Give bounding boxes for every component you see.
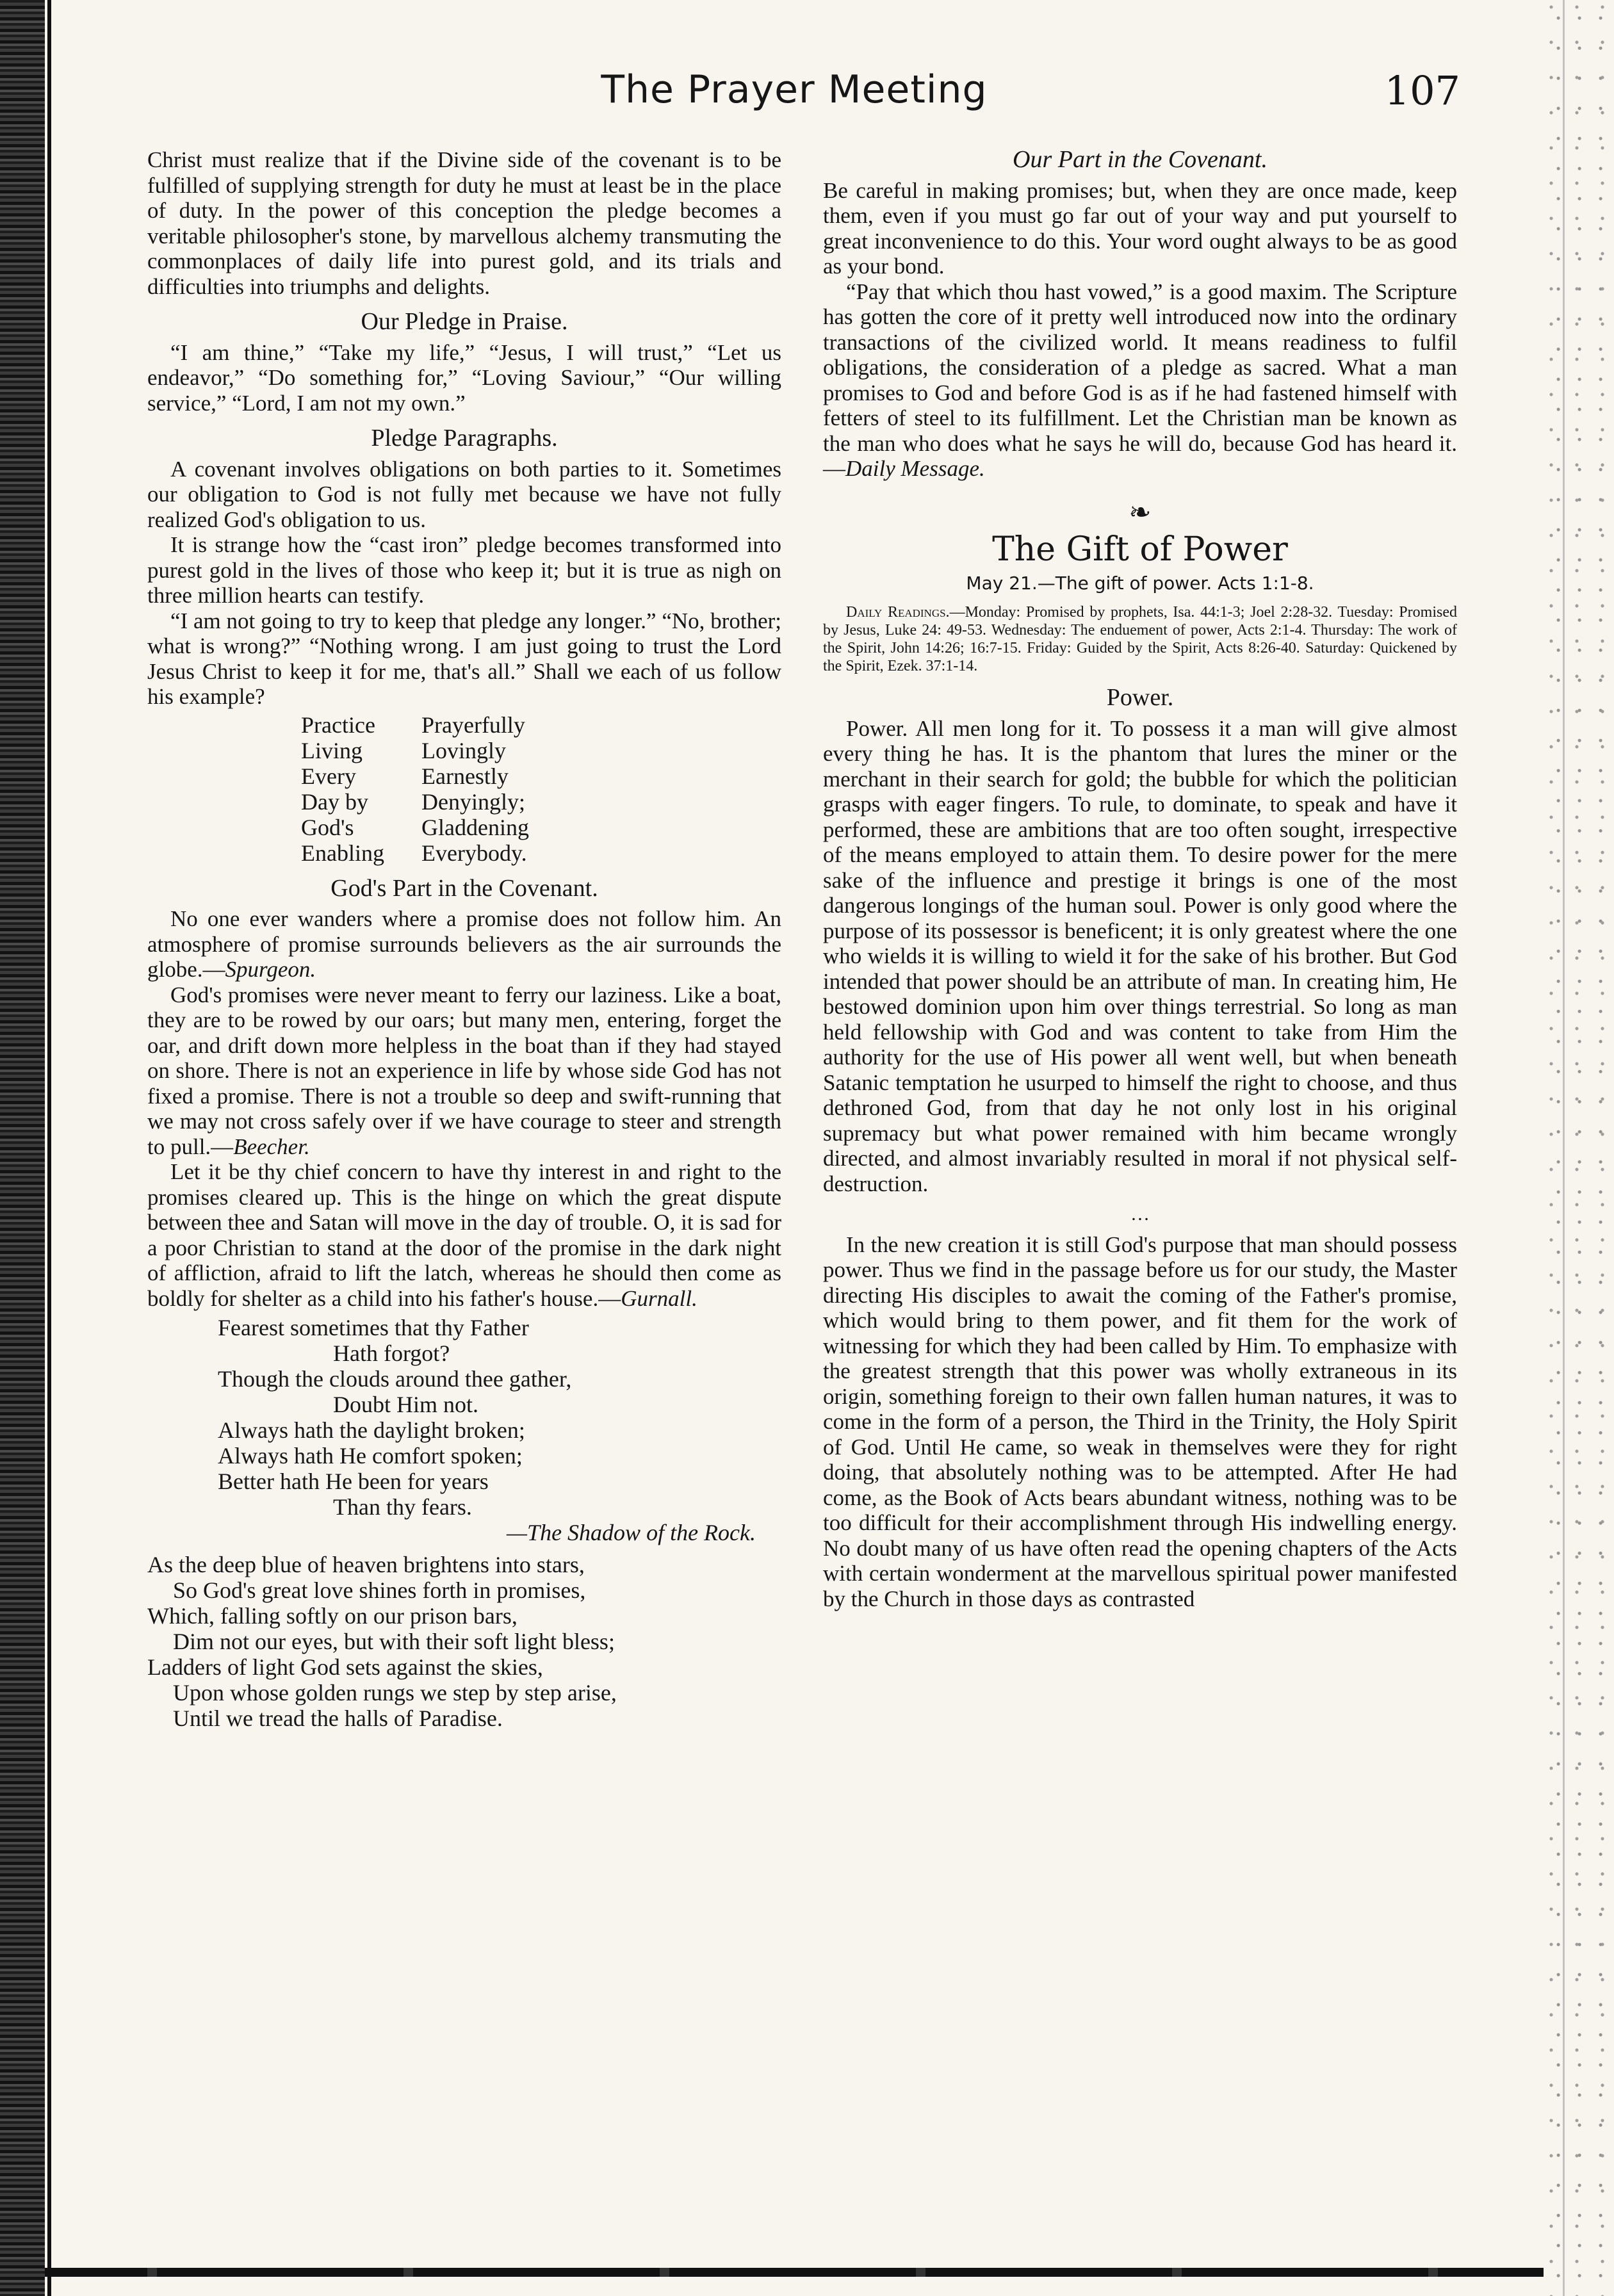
praise-hymns-paragraph: “I am thine,” “Take my life,” “Jesus, I will trust,” “Let us endeavor,” “Do something for,” “Loving Saviour,” “Our willing service,” “Lord, I am not my own.” — [147, 339, 781, 416]
poem-line: Always hath He comfort spoken; — [218, 1443, 523, 1469]
page-number: 107 — [1384, 67, 1460, 114]
quote-attribution: Spurgeon. — [225, 957, 316, 982]
pledge-paragraph-2: It is strange how the “cast iron” pledge becomes transformed into purest gold in the lives of those who keep it; but it is true as nigh on three million hearts can testify. — [147, 532, 781, 608]
poem-line: Upon whose golden rungs we step by step arise, — [173, 1680, 617, 1706]
quote-text: God's promises were never meant to ferry our laziness. Like a boat, they are to be rowed by our oars; but many men, entering, forget the oar, and drift down more helpless in the boat than if they had stayed on shore. There is not an experience in life by whose side God has not fixed a promise. There is not a trouble so deep and swift-running that we may not cross safely over if we have courage to steer and strength to pull.— — [147, 982, 781, 1159]
fleuron-ornament-icon: ❧ — [1129, 498, 1152, 528]
running-header — [128, 67, 1460, 125]
acrostic-row — [301, 789, 566, 815]
acrostic-right: Earnestly — [421, 763, 509, 789]
acrostic-right: Everybody. — [421, 840, 527, 866]
poem-deep-blue — [147, 1552, 781, 1731]
acrostic-left: Enabling — [301, 840, 384, 866]
poem-line: Than thy fears. — [333, 1494, 472, 1520]
poem-line: Which, falling softly on our prison bars, — [147, 1603, 518, 1629]
section-title-gift-of-power: The Gift of Power — [992, 530, 1288, 569]
quote-text: “Pay that which thou hast vowed,” is a good maxim. The Scripture has gotten the core of it pretty well introduced now into the ordinary transactions of the civilized world. It means readiness to fulfil obligations, the consideration of a pledge as sacred. What a man promises to God and before God is as if he had fastened himself with fetters of steel to its fulfillment. Let the Christian man be known as the man who does what he says he will do, because God has heard it.— — [823, 279, 1457, 481]
daily-readings-label: Daily Readings. — [846, 604, 950, 621]
pledge-paragraph-1: A covenant involves obligations on both parties to it. Sometimes our obligation to God is not fully met because we have not fully realized God's obligation to us. — [147, 456, 781, 532]
quote-text: No one ever wanders where a promise does not follow him. An atmosphere of promise surrounds believers as the air surrounds the globe.— — [147, 906, 781, 982]
poem-line: Though the clouds around thee gather, — [218, 1366, 572, 1392]
poem-line: Dim not our eyes, but with their soft light bless; — [173, 1629, 615, 1654]
pledge-acrostic-table — [301, 712, 566, 866]
acrostic-left: God's — [301, 814, 354, 840]
page-left-binding-edge — [0, 0, 45, 2296]
quote-attribution: Daily Message. — [845, 456, 985, 481]
heading-pledge-paragraphs: Pledge Paragraphs. — [371, 425, 558, 452]
running-title: The Prayer Meeting — [601, 67, 988, 112]
acrostic-right: Denyingly; — [421, 788, 525, 815]
daily-readings — [823, 603, 1457, 675]
acrostic-row — [301, 840, 566, 866]
poem-attribution: —The Shadow of the Rock. — [507, 1520, 756, 1545]
our-part-paragraph-1: Be careful in making promises; but, when they are once made, keep them, even if you must go far out of your way and put yourself to great inconvenience to do this. Your word ought always to be as good as your bond. — [823, 177, 1457, 279]
pledge-paragraph-3: “I am not going to try to keep that pledge any longer.” “No, brother; what is wrong?” “Nothing wrong. I am just going to trust the Lord Jesus Christ to keep it for me, that's all.” Shall we each of us follow his example? — [147, 608, 781, 709]
power-paragraph-2: In the new creation it is still God's purpose that man should possess power. Thus we find in the passage before us for our study, the Master directing His disciples to await the coming of the Father's promise, which would bring to them power, and fit them for the work of witnessing for which they had been called by Him. To emphasize with the greatest strength that this power was wholly extraneous in its origin, something foreign to their own fallen human natures, it was to come in the form of a person, the Third in the Trinity, the Holy Spirit of God. Until He came, so weak in themselves were they for right doing, that absolutely nothing was to be attempted. After He had come, as the Book of Acts bears abundant witness, nothing was to be too difficult for their accomplishment through His indwelling energy. No doubt many of us have often read the opening chapters of the Acts with certain wonderment at the marvellous spiritual power manifested by the Church in those days as contrasted — [823, 1232, 1457, 1611]
gods-part-paragraph-2 — [147, 982, 781, 1160]
right-column — [823, 147, 1457, 1611]
section-separator: … — [1130, 1203, 1150, 1225]
gods-part-paragraph-1 — [147, 906, 781, 982]
acrostic-left: Practice — [301, 712, 375, 738]
heading-pledge-in-praise: Our Pledge in Praise. — [361, 308, 568, 335]
poem-line: Better hath He been for years — [218, 1469, 489, 1494]
acrostic-right: Prayerfully — [421, 712, 525, 738]
quote-text: Let it be thy chief concern to have thy interest in and right to the promises cleared up. This is the hinge on which the great dispute between thee and Satan will move in the day of trouble. O, it is sad for a poor Christian to stand at the door of the promise in the dark night of affliction, afraid to lift the latch, whereas he should then come as boldly for shelter as a child into his father's house.— — [147, 1159, 781, 1311]
acrostic-row — [301, 738, 566, 763]
acrostic-right: Lovingly — [421, 737, 506, 763]
left-column — [147, 147, 781, 1738]
poem-fearest — [147, 1315, 781, 1545]
gods-part-paragraph-3 — [147, 1159, 781, 1311]
daily-readings-text: —Monday: Promised by prophets, Isa. 44:1-3; Joel 2:28-32. Tuesday: Promised by Jesus, Luke 24: 49-53. Wednesday: The enduement of power, Acts 2:1-4. Thursday: The work of the Spirit, John 14:26; 16:7-15. Friday: Guided by the Spirit, Acts 8:26-40. Saturday: Quickened by the Spirit, Ezek. 37:1-14. — [823, 604, 1457, 674]
poem-line: Until we tread the halls of Paradise. — [173, 1706, 503, 1731]
poem-line: Fearest sometimes that thy Father — [218, 1315, 529, 1340]
heading-our-part: Our Part in the Covenant. — [1013, 146, 1268, 173]
our-part-paragraph-2 — [823, 279, 1457, 482]
acrostic-row — [301, 763, 566, 789]
page-right-scan-edge — [1544, 0, 1614, 2296]
poem-line: Ladders of light God sets against the skies, — [147, 1654, 543, 1680]
quote-attribution: Beecher. — [233, 1134, 310, 1159]
poem-line: Always hath the daylight broken; — [218, 1417, 525, 1443]
poem-line: Doubt Him not. — [333, 1392, 479, 1417]
acrostic-left: Day by — [301, 788, 368, 815]
poem-line: As the deep blue of heaven brightens into stars, — [147, 1552, 585, 1577]
lesson-reference: May 21.—The gift of power. Acts 1:1-8. — [966, 572, 1314, 594]
poem-line: So God's great love shines forth in promises, — [173, 1577, 586, 1603]
quote-attribution: Gurnall. — [621, 1285, 697, 1311]
heading-gods-part: God's Part in the Covenant. — [330, 874, 598, 902]
page-bottom-rule — [45, 2268, 1544, 2277]
acrostic-left: Every — [301, 763, 356, 789]
intro-paragraph: Christ must realize that if the Divine side of the covenant is to be fulfilled of supplying strength for duty he must at least be in the place of duty. In the power of this conception the pledge becomes a veritable philosopher's stone, by marvellous alchemy transmuting the commonplaces of daily life into purest gold, and its trials and difficulties into triumphs and delights. — [147, 147, 781, 299]
acrostic-right: Gladdening — [421, 814, 529, 840]
power-paragraph-1: Power. All men long for it. To possess it a man will give almost every thing he has. It is the phantom that lures the miner or the merchant in their search for gold; the bubble for which the politician grasps with eager fingers. To rule, to dominate, to speak and have it performed, these are ambitions that are too often sought, irrespective of the means employed to attain them. To desire power for the mere sake of the influence and prestige it brings is one of the most dangerous longings of the human soul. Power is only good where the purpose of its possessor is beneficent; it is only greatest where the one who wields it is willing to wield it for the sake of his brother. But God intended that power should be an attribute of man. In creating him, He bestowed dominion upon him over things terrestrial. So long as man held fellowship with God and was content to take from Him the authority for the use of His power all went well, but when beneath Satanic temptation he usurped to himself the right to choose, and thus dethroned God, from that day he not only lost in his original supremacy but what power remained with him became wrongly directed, and almost invariably resulted in moral if not physical self-destruction. — [823, 715, 1457, 1196]
poem-line: Hath forgot? — [333, 1340, 450, 1366]
heading-power: Power. — [1106, 684, 1174, 711]
acrostic-left: Living — [301, 737, 363, 763]
acrostic-row — [301, 815, 566, 840]
acrostic-row — [301, 712, 566, 738]
